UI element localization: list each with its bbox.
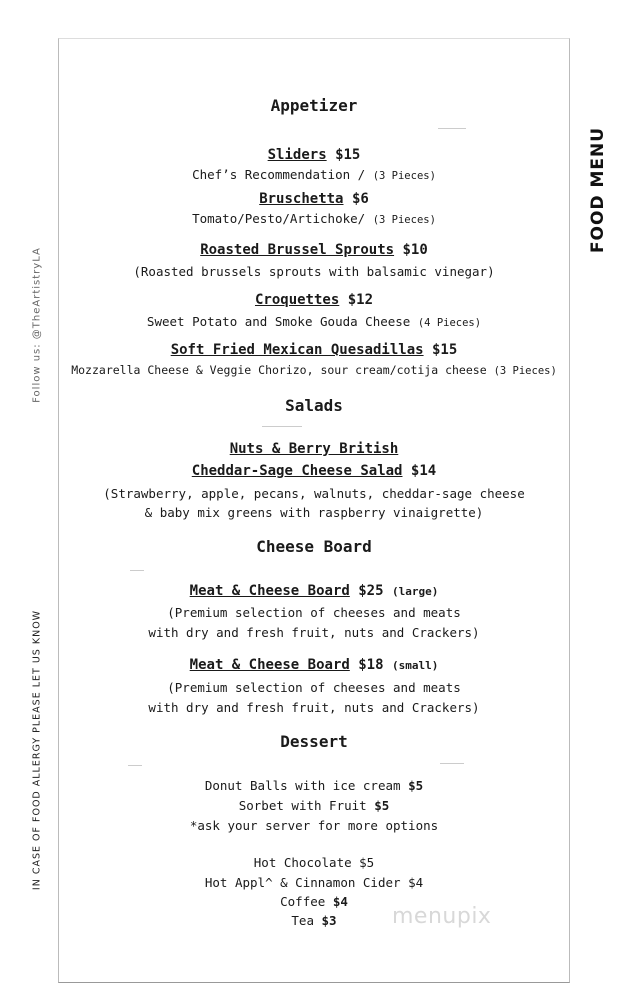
drink-item: Hot Appl^ & Cinnamon Cider $4 xyxy=(204,875,424,890)
menu-item-title: Croquettes $12 xyxy=(254,292,374,308)
dessert-heading: Dessert xyxy=(280,732,348,751)
menu-item-title: Meat & Cheese Board $25 (large) xyxy=(189,583,439,599)
menu-item-desc: Mozzarella Cheese & Veggie Chorizo, sour cream/cotija cheese (3 Pieces) xyxy=(71,363,557,377)
food-menu-title: FOOD MENU xyxy=(588,126,608,254)
drink-item: Tea $3 xyxy=(291,913,337,928)
allergy-notice: IN CASE OF FOOD ALLERGY PLEASE LET US KNOW xyxy=(31,609,43,891)
scan-speck xyxy=(438,128,466,129)
menupix-watermark: menupix xyxy=(392,904,492,929)
scan-speck xyxy=(262,426,302,427)
menu-item-desc: (Premium selection of cheeses and meats xyxy=(167,680,461,695)
menu-item-desc: with dry and fresh fruit, nuts and Crackers) xyxy=(148,625,480,640)
menu-item-desc: with dry and fresh fruit, nuts and Crackers) xyxy=(148,700,480,715)
menu-item-title: Cheddar-Sage Cheese Salad $14 xyxy=(191,463,437,479)
appetizer-heading: Appetizer xyxy=(270,96,358,115)
drink-item: Coffee $4 xyxy=(280,894,348,909)
cheese-board-heading: Cheese Board xyxy=(256,537,372,556)
dessert-item: Donut Balls with ice cream $5 xyxy=(204,778,424,793)
menu-item-desc: Chef’s Recommendation / (3 Pieces) xyxy=(192,167,436,182)
menu-item-desc: (Roasted brussels sprouts with balsamic vinegar) xyxy=(133,264,495,279)
menu-item-desc: Tomato/Pesto/Artichoke/ (3 Pieces) xyxy=(192,211,436,226)
dessert-note: *ask your server for more options xyxy=(189,818,439,833)
menu-item-desc: Sweet Potato and Smoke Gouda Cheese (4 Pieces) xyxy=(146,314,482,329)
menu-item-desc: & baby mix greens with raspberry vinaigrette) xyxy=(144,505,484,520)
menu-item-title: Soft Fried Mexican Quesadillas $15 xyxy=(170,342,458,358)
menu-item-title: Meat & Cheese Board $18 (small) xyxy=(189,657,439,673)
scan-speck xyxy=(440,763,464,764)
menu-item-title: Bruschetta $6 xyxy=(259,191,369,207)
menu-item-desc: (Premium selection of cheeses and meats xyxy=(167,605,461,620)
scan-speck xyxy=(128,765,142,766)
menu-item-desc: (Strawberry, apple, pecans, walnuts, cheddar-sage cheese xyxy=(103,486,525,501)
menu-item-title: Nuts & Berry British xyxy=(229,441,399,457)
salads-heading: Salads xyxy=(285,396,343,415)
dessert-item: Sorbet with Fruit $5 xyxy=(238,798,390,813)
menu-item-title: Roasted Brussel Sprouts $10 xyxy=(200,242,428,258)
menu-item-title: Sliders $15 xyxy=(267,147,361,163)
drink-item: Hot Chocolate $5 xyxy=(253,855,375,870)
scan-speck xyxy=(130,570,144,571)
follow-us-note: Follow us: @TheArtistryLA xyxy=(31,247,43,403)
